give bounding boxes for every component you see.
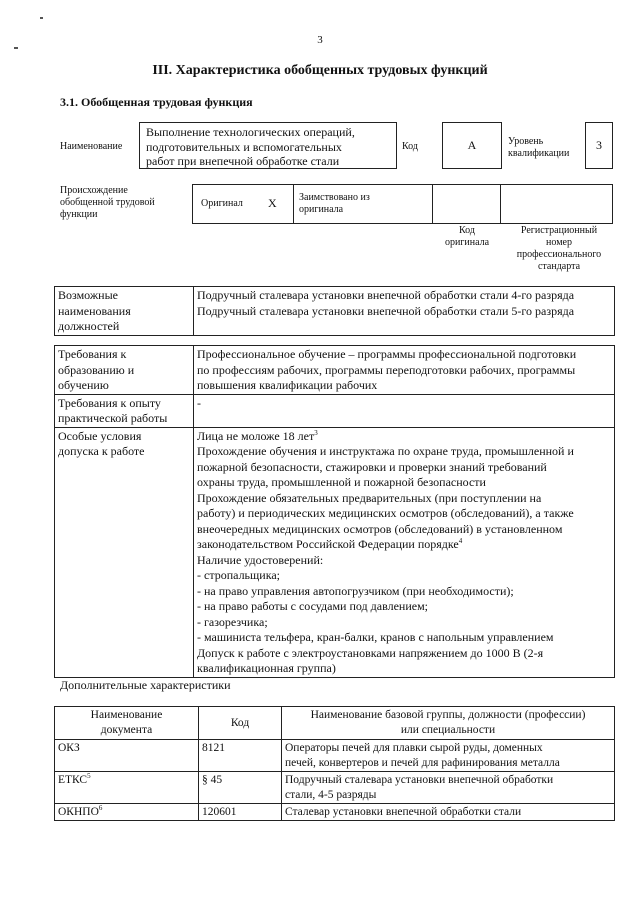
origin-label-line: функции [60,209,98,220]
special-label-cell [55,427,194,677]
origin-label [60,185,155,221]
table-row [55,740,615,772]
table-row [55,707,615,740]
row-code: 120601 [202,806,237,818]
row-name-line: печей, конвертеров и печей для рафинирования металла [285,757,560,769]
borrowed-label-line: оригинала [299,204,344,215]
header-name-line: или специальности [400,724,496,736]
positions-label-cell [55,287,194,336]
footnote-marker: 3 [314,428,318,437]
education-label-line: образованию и [58,362,135,377]
positions-label-line: должностей [58,319,120,333]
original-label: Оригинал [201,198,243,209]
training-line: пожарной безопасности, стажировки и проверки знаний требований [197,459,547,474]
medical-last-text: законодательством Российской Федерации порядке [197,537,459,551]
table-row [55,287,615,336]
training-line: Прохождение обучения и инструктажа по охране труда, промышленной и [197,444,574,458]
experience-label-cell [55,394,194,427]
medical-line: Прохождение обязательных предварительных (при поступлении на [197,490,542,505]
doc-cell [55,772,199,804]
education-line: повышения квалификации рабочих [197,378,378,392]
certificate-item: - машиниста тельфера, кран-балки, кранов с напольным управлением [197,630,554,644]
positions-label-line: наименования [58,303,131,318]
origin-label-line: Происхождение [60,185,128,196]
doc-cell [55,740,199,772]
code-cell [199,804,282,821]
origin-label-line: обобщенной трудовой [60,197,155,208]
education-label-line: обучению [58,378,109,392]
header-name-line: Наименование базовой группы, должности (профессии) [310,709,586,721]
row-name-line: Сталевар установки внепечной обработки стали [285,806,522,818]
reg-number-line: стандарта [537,261,581,272]
level-label-line: квалификации [508,148,570,159]
reg-number-line: номер [546,237,572,248]
positions-value-cell [194,287,615,336]
medical-line: работу) и периодических медицинских осмотров (обследований), а также [197,506,574,520]
electro-line: квалификационная группа) [197,661,336,675]
original-mark: X [268,196,277,210]
name-cell [282,772,615,804]
footnote-marker: 6 [98,804,103,812]
name-cell [282,740,615,772]
level-label-line: Уровень [508,136,544,147]
borrowed-label-line: Заимствовано из [299,192,370,203]
education-label-line: Требования к [58,347,127,361]
additional-title: Дополнительные характеристики [60,678,231,692]
table-row [55,346,615,395]
function-name-line: подготовительных и вспомогательных [146,139,342,154]
row-code: 8121 [202,742,225,754]
row-name-line: Подручный сталевара установки внепечной обработки [285,774,554,786]
medical-line: внеочередных медицинских осмотров (обследований) в установленном [197,521,563,536]
certificates-title: Наличие удостоверений: [197,552,324,567]
medical-last-line [197,537,611,553]
row-code: § 45 [202,774,223,786]
additional-table [54,706,615,821]
scan-speck [14,47,18,49]
requirements-table [54,345,615,678]
reg-number-line: Регистрационный [520,225,598,236]
code-original-line: оригинала [444,237,490,248]
table-row [55,427,615,677]
subsection-title: 3.1. Обобщенная трудовая функция [60,95,253,109]
table-row [55,804,615,821]
footnote-marker: 5 [87,772,91,780]
footnote-marker: 4 [458,537,463,545]
position-item: Подручный сталевара установки внепечной обработки стали 4-го разряда [197,288,575,302]
row-name-line: стали, 4-5 разряды [285,789,377,801]
education-line: Профессиональное обучение – программы профессиональной подготовки [197,347,577,361]
education-label-cell [55,346,194,395]
name-cell [282,804,615,821]
doc-cell [55,804,199,821]
row-name-line: Операторы печей для плавки сырой руды, доменных [285,742,543,754]
positions-label-line: Возможные [58,288,118,302]
borrowed-label [299,192,370,216]
certificate-item: - на право управления автопогрузчиком (при необходимости); [197,583,514,598]
doc-name: ОКЗ [58,742,80,754]
header-code-cell [199,707,282,740]
experience-label-line: практической работы [58,411,168,425]
code-cell [199,740,282,772]
certificate-item: - стропальщика; [197,568,280,582]
special-label-line: Особые условия [58,428,142,443]
certificate-item: - газорезчика; [197,614,268,629]
function-name-box [139,122,397,169]
reg-number-note [503,225,615,273]
function-name-label: Наименование [60,141,123,152]
special-value-cell [194,427,615,677]
position-item: Подручный сталевара установки внепечной обработки стали 5-го разряда [197,303,575,318]
code-original-line: Код [459,225,475,236]
code-cell [199,772,282,804]
doc-name: ОКНПО [58,806,99,818]
age-text: Лица не моложе 18 лет [197,428,315,443]
doc-name: ЕТКС [58,774,88,786]
positions-table [54,286,615,336]
header-doc-line: Наименование [90,709,163,721]
training-line: охраны труда, промышленной и пожарной безопасности [197,475,486,489]
page-number: 3 [317,34,323,46]
function-name-line: Выполнение технологических операций, [146,125,355,139]
scan-speck [40,17,43,19]
experience-label-line: Требования к опыту [58,395,161,410]
reg-number-line: профессионального [516,249,602,260]
certificate-item: - на право работы с сосудами под давлением; [197,599,428,613]
electro-line: Допуск к работе с электроустановками напряжением до 1000 В (2-я [197,645,544,660]
education-line: по профессиям рабочих, программы переподготовки рабочих, программы [197,362,576,377]
header-name-cell [282,707,615,740]
section-title: III. Характеристика обобщенных трудовых функций [152,63,488,78]
header-code: Код [230,717,250,729]
origin-box [192,184,613,224]
code-box [442,122,502,169]
header-doc-cell [55,707,199,740]
code-label: Код [402,141,418,152]
table-row [55,394,615,427]
table-row [55,772,615,804]
special-label-line: допуска к работе [58,444,145,458]
education-value-cell [194,346,615,395]
header-doc-line: документа [100,724,153,736]
special-age [197,429,611,445]
function-name-line: работ при внепечной обработке стали [146,154,340,168]
level-label [508,136,569,160]
level-value: 3 [596,138,602,152]
experience-value: - [197,395,201,410]
experience-value-cell [194,394,615,427]
level-box [585,122,613,169]
code-value: А [467,138,477,152]
code-original-note [432,225,502,249]
